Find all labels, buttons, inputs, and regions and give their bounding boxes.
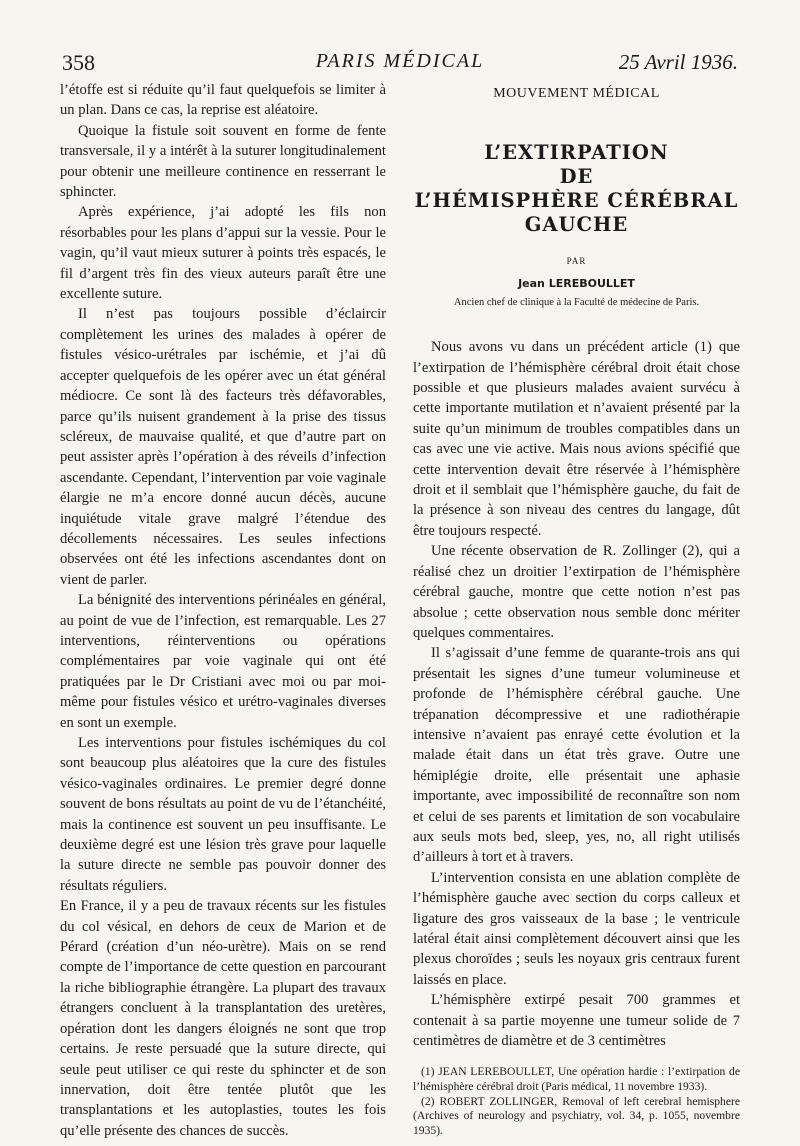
paragraph: l’étoffe est si réduite qu’il faut quelquefois se limiter à un plan. Dans ce cas, la reprise est aléatoire. xyxy=(60,82,386,119)
section-rubric: MOUVEMENT MÉDICAL xyxy=(493,86,660,101)
running-header xyxy=(62,50,738,76)
byline-par: PAR xyxy=(566,256,587,267)
title-line: L’EXTIRPATION xyxy=(484,141,669,165)
article-title xyxy=(413,141,740,237)
title-line: DE xyxy=(559,165,594,189)
paragraph: Il n’est pas toujours possible d’éclaircir complètement les urines des malades à opérer de fistules vésico-urétrales par ischémie, et j’ai dû accepter quelquefois de les opérer avec un état général médiocre. Ce sont là des facteurs très défavorables, parce qu’ils nuisent grandement à la prise des tissus scléreux, de mauvaise qualité, et que d’autre part on peut assister après l’opération à des réveils d’infection ascendante. Cependant, l’intervention par voie vaginale élargie ne m’a encore donné aucun décès, aucune inquiétude vitale grave malgré l’étendue des décollements nécessaires. Les seules infections observées ont été les infections ascendantes dont on vient de parler. xyxy=(60,306,386,588)
footnote: (1) JEAN LEREBOULLET, Une opération hardie : l’extirpation de l’hémisphère cérébral droit (Paris médical, 11 novembre 1933). xyxy=(413,1065,740,1094)
footnotes xyxy=(413,1065,740,1138)
title-line: L’HÉMISPHÈRE CÉRÉBRAL xyxy=(414,189,739,213)
paragraph: Quoique la fistule soit souvent en forme de fente transversale, il y a intérêt à la suturer longitudinalement pour obtenir une meilleure continence en resserrant le sphincter. xyxy=(60,122,386,201)
issue-date: 25 Avril 1936. xyxy=(618,50,738,74)
journal-title: PARIS MÉDICAL xyxy=(315,50,485,72)
paragraph: L’hémisphère extirpé pesait 700 grammes et contenait à sa partie moyenne une tumeur solide de 7 centimètres de diamètre et de 3 centimètres xyxy=(413,992,740,1050)
paragraph: La bénignité des interventions périnéales en général, au point de vue de l’infection, est remarquable. Les 27 interventions, réinterventions ou opérations complémentaires par voie vaginale qui ont été pratiquées par le Dr Cristiani avec moi ou par moi-même pour fistules vésico et urétro-vaginales diverses en sont un exemple. xyxy=(60,592,386,731)
page-number: 358 xyxy=(62,50,95,75)
paragraph: Nous avons vu dans un précédent article (1) que l’extirpation de l’hémisphère cérébral droit était chose possible et que plusieurs malades avaient survécu à cette importante mutilation et n’avaient présenté par la suite qu’un minimum de troubles compatibles dans un cas avec une vie active. Mais nous avions spécifié que cette intervention devait être réservée à l’hémisphère droit et il semblait que l’hémisphère gauche, du fait de la présence à son niveau des centres du langage, dût être toujours respecté. xyxy=(413,339,740,539)
paragraph: L’intervention consista en une ablation complète de l’hémisphère gauche avec section du corps calleux et ligature des gros vaisseaux de la base ; le ventricule latéral était ainsi complètement découvert ainsi que les plexus choroïdes ; seuls les noyaux gris centraux furent laissés en place. xyxy=(413,869,740,988)
paragraph: Il s’agissait d’une femme de quarante-trois ans qui présentait les signes d’une tumeur volumineuse et profonde de l’hémisphère cérébral gauche. Une trépanation décompressive et une radiothérapie intensive n’avaient pas enrayé cette évolution et la malade était dans un état très grave. Outre une hémiplégie droite, elle présentait une aphasie importante, avec impossibilité de reconnaître son nom et celui de ses parents et limitation de son vocabulaire aux seuls mots bed, sleep, yes, no, all right utilisés d’ailleurs à tort et à travers. xyxy=(413,645,740,866)
paragraph: Après expérience, j’ai adopté les fils non résorbables pour les plans d’appui sur la vessie. Pour le vagin, qu’il vaut mieux suturer à points très espacés, le fil d’argent très fin des vieux auteurs paraît être une excellente suture. xyxy=(60,204,386,303)
author-affiliation: Ancien chef de clinique à la Faculté de médecine de Paris. xyxy=(453,297,700,309)
paragraph: Une récente observation de R. Zollinger (2), qui a réalisé chez un droitier l’extirpation de l’hémisphère cérébral gauche, montre que cette notion n’est pas absolue ; cette observation nous semble donc mériter quelques commentaires. xyxy=(413,543,740,641)
footnote: (2) ROBERT ZOLLINGER, Removal of left cerebral hemisphere (Archives of neurology and psychiatry, vol. 34, p. 1055, novembre 1935). xyxy=(413,1094,740,1137)
right-column xyxy=(413,80,740,1138)
paragraph: Les interventions pour fistules ischémiques du col sont beaucoup plus aléatoires que la cure des fistules vésico-vaginales ordinaires. Le premier degré donne souvent de bons résultats au point de vu de l’étanchéité, mais la continence est souvent un peu insuffisante. Le deuxième degré est une lésion très grave pour laquelle la suture directe ne semble pas pouvoir donner des résultats réguliers. xyxy=(60,735,386,894)
title-line: GAUCHE xyxy=(524,213,629,237)
left-column xyxy=(60,80,386,1141)
author-name: Jean LEREBOULLET xyxy=(518,276,635,290)
paragraph: En France, il y a peu de travaux récents sur les fistules du col vésical, en dehors de ceux de Marion et de Pérard (création d’un néo-urètre). Mais on se rend compte de l’importance de cette question en parcourant la riche bibliographie étrangère. La plupart des travaux étrangers concluent à la transplantation des uretères, opération dont les dangers éloignés ne sont que trop certains. Je reste persuadé que la suture directe, qui seule peut utiliser ce qui reste du sphincter et de son innervation, doit être tentée plutôt que les transplantations et les autoplasties, toutes les fois qu’elle présente des chances de succès. xyxy=(60,898,386,1139)
